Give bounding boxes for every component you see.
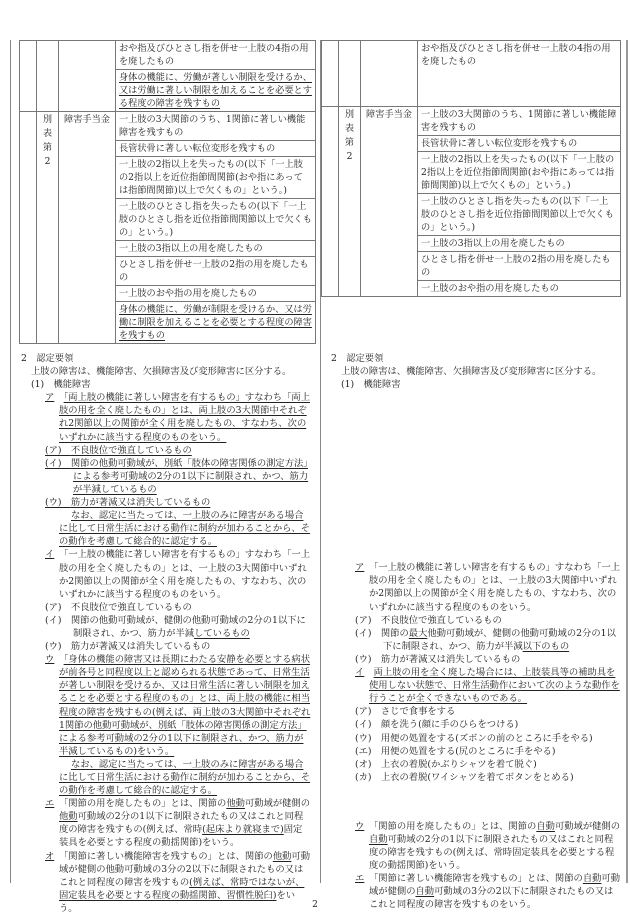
table-cell: 一上肢の3大関節のうち、1関節に著しい機能障害を残すもの (418, 107, 621, 136)
subheading: (1) 機能障害 (341, 379, 401, 391)
left-column-revised (10, 40, 315, 914)
table-cell: おや指及びひとさし指を併せ一上肢の4指の用を廃したもの (116, 41, 316, 70)
table-cell: 一上肢の2指以上を失ったもの(以下「一上肢の2指以上を近位指節間関節(おや指にあっては指節間関節)以上で欠くもの」という。) (418, 152, 621, 194)
table-cell: おや指及びひとさし指を併せ一上肢の4指の用を廃したもの (418, 41, 621, 107)
table-cell: 一上肢の3指以上の用を廃したもの (116, 241, 316, 257)
table-cell: 一上肢の3指以上の用を廃したもの (418, 236, 621, 252)
item-a-sub-u: (ウ) 筋力が著減又は消失しているもの (355, 653, 521, 665)
item-a: ア 「両上肢の機能に著しい障害を有するもの」すなわち「両上肢の用を全く廃したもの」とは、両上肢の3大関節中それぞれ2関節以上の関節が全く用を廃したもの、すなわち、次のいずれかに該当する程度のものをいう。 (45, 392, 310, 443)
group-label-beppyo-2: 別 表 第 2 (37, 112, 59, 344)
table-cell-underlined: 身体の機能に、労働が著しい制限を受けるか、又は労働に著しい制限を加えることを必要とする程度の障害を残すもの (116, 70, 316, 112)
item-i: イ 両上肢の用を全く廃した場合には、上肢装具等の補助具を使用しない状態で、日常生活動作において次のような動作を行うことが全くできないものである。 (355, 667, 620, 705)
item-a-sub-u: (ウ) 筋力が著減又は消失しているもの (45, 497, 211, 509)
item-a-sub-i: (イ) 関節の他動可動域が、別紙「肢体の障害関係の測定方法」による参考可動域の2分の1以下に制限され、かつ、筋力が半減しているもの (45, 457, 309, 495)
blank-spacer (329, 784, 621, 820)
section-heading: 2 認定要領 (21, 353, 74, 364)
table-cell: ひとさし指を併せ一上肢の2指の用を廃したもの (418, 252, 621, 281)
item-i-sub-i: (イ) 関節の他動可動域が、健側の他動可動域の2分の1以下に制限され、かつ、筋力が半減しているもの (45, 614, 306, 639)
item-i-sub-u: (ウ) 用便の処置をする(ズボンの前のところに手をやる) (355, 732, 593, 744)
item-i-sub-o: (オ) 上衣の着脱(かぶりシャツを着て脱ぐ) (355, 758, 537, 770)
table-row (322, 107, 621, 136)
item-a-note: なお、認定に当たっては、一上肢のみに障害がある場合に比して日常生活における動作に制約が加わることから、その動作を考慮して総合的に認定する。 (59, 510, 311, 548)
item-i-sub-ka: (カ) 上衣の着脱(ワイシャツを着てボタンをとめる) (355, 771, 574, 783)
blank-spacer (329, 391, 621, 561)
table-cell: 一上肢のおや指の用を廃したもの (418, 281, 621, 297)
table-cell: ひとさし指を併せ一上肢の2指の用を廃したもの (116, 257, 316, 286)
item-e: エ 「関節に著しい機能障害を残すもの」とは、関節の自動可動域が健側の自動可動域の3分の2以下に制限されたもの又はこれと同程度の障害を残すものをいう。 (355, 873, 621, 911)
section-heading: 2 認定要領 (331, 353, 384, 364)
item-i: イ 「一上肢の機能に著しい障害を有するもの」すなわち「一上肢の用を全く廃したもの」とは、一上肢の3大関節中いずれか2関節以上の関節が全く用を廃したもの、すなわち、次のいずれかに該当する程度のものをいう。 (45, 549, 310, 600)
subheading: (1) 機能障害 (31, 379, 91, 391)
item-i-sub-a: (ア) 不良肢位で強直しているもの (45, 601, 192, 613)
item-i-sub-u: (ウ) 筋力が著減又は消失しているもの (45, 641, 211, 653)
table-row (20, 41, 316, 70)
group-label-beppyo-2: 別 表 第 2 (339, 107, 361, 297)
table-cell: 一上肢のひとさし指を失ったもの(以下「一上肢のひとさし指を近位指節間関節以上で欠くもの」という。) (418, 194, 621, 236)
left-disability-table (19, 40, 316, 344)
table-cell: 長管状骨に著しい転位変形を残すもの (116, 141, 316, 157)
table-cell: 一上肢の2指以上を失ったもの(以下「一上肢の2指以上を近位指節間関節(おや指にあっては指節間関節)以上で欠くもの」という。) (116, 157, 316, 199)
item-i-sub-a: (ア) さじで食事をする (355, 706, 456, 718)
item-u-note: なお、認定に当たっては、一上肢のみに障害がある場合に比して日常生活における動作に制約が加わることから、その動作を考慮して総合的に認定する。 (59, 758, 311, 797)
item-e: エ 「関節の用を廃したもの」とは、関節の他動可動域が健側の他動可動域の2分の1以下に制限されたもの又はこれと同程度の障害を残すもの(例えば、常時(起床より就寝まで)固定装具を必要とする程度の動揺関節)をいう。 (45, 798, 311, 849)
item-a-sub-i: (イ) 関節の最大他動可動域が、健側の他動可動域の2分の1以下に制限され、かつ、筋力が半減以下のもの (355, 627, 616, 652)
right-criteria-text (329, 352, 621, 912)
benefit-label: 障害手当金 (361, 107, 418, 297)
benefit-label: 障害手当金 (59, 112, 116, 344)
item-a: ア 「一上肢の機能に著しい障害を有するもの」すなわち「一上肢の用を全く廃したもの」とは、一上肢の3大関節中いずれか2関節以上の関節が全く用を廃したもの、すなわち、次のいずれかに該当する程度のものをいう。 (355, 562, 620, 613)
right-column-current (320, 40, 628, 911)
item-i-sub-i: (イ) 顔を洗う(顔に手のひらをつける) (355, 719, 519, 731)
table-cell: 一上肢のおや指の用を廃したもの (116, 286, 316, 302)
intro-paragraph: 上肢の障害は、機能障害、欠損障害及び変形障害に区分する。 (31, 366, 292, 378)
table-row (322, 41, 621, 107)
left-criteria-text (19, 352, 311, 915)
item-o: オ 「関節に著しい機能障害を残すもの」とは、関節の他動可動域が健側の他動可動域の3分の2以下に制限されたもの又はこれと同程度の障害を残すもの(例えば、常時ではないが、固定装具を必要とする程度の動揺関節、習慣性脱臼)をいう。 (45, 850, 311, 914)
item-u: ウ 「関節の用を廃したもの」とは、関節の自動可動域が健側の自動可動域の2分の1以下に制限されたもの又はこれと同程度の障害を残すもの(例えば、常時固定装具を必要とする程度の動揺関節)をいう。 (355, 820, 621, 872)
intro-paragraph: 上肢の障害は、機能障害、欠損障害及び変形障害に区分する。 (341, 366, 602, 378)
table-cell: 一上肢の3大関節のうち、1関節に著しい機能障害を残すもの (116, 112, 316, 141)
item-a-sub-a: (ア) 不良肢位で強直しているもの (45, 444, 192, 456)
table-cell-underlined: 身体の機能に、労働が制限を受けるか、又は労働に制限を加えることを必要とする程度の障害を残すもの (116, 302, 316, 344)
item-u: ウ 「身体の機能の障害又は長期にわたる安静を必要とする病状が前各号と同程度以上と認められる状態であって、日常生活が著しい制限を受けるか、又は日常生活に著しい制限を加えることを必要とする程度のもの」とは、両上肢の機能に相当程度の障害を残すもの(例えば、両上肢の3大関節中それぞれ1関節の他動可動域が、別紙「肢体の障害関係の測定方法」による参考可動域の2分の1以下に制限され、かつ、筋力が半減しているもの)をいう。 (45, 654, 311, 757)
item-i-sub-e: (エ) 用便の処置をする(尻のところに手をやる) (355, 745, 556, 757)
item-a-sub-a: (ア) 不良肢位で強直しているもの (355, 614, 502, 626)
table-cell: 一上肢のひとさし指を失ったもの(以下「一上肢のひとさし指を近位指節間関節以上で欠くもの」という。) (116, 199, 316, 241)
table-row (20, 112, 316, 141)
right-disability-table (321, 40, 621, 297)
page-number: 2 (312, 900, 318, 910)
table-cell: 長管状骨に著しい転位変形を残すもの (418, 136, 621, 152)
